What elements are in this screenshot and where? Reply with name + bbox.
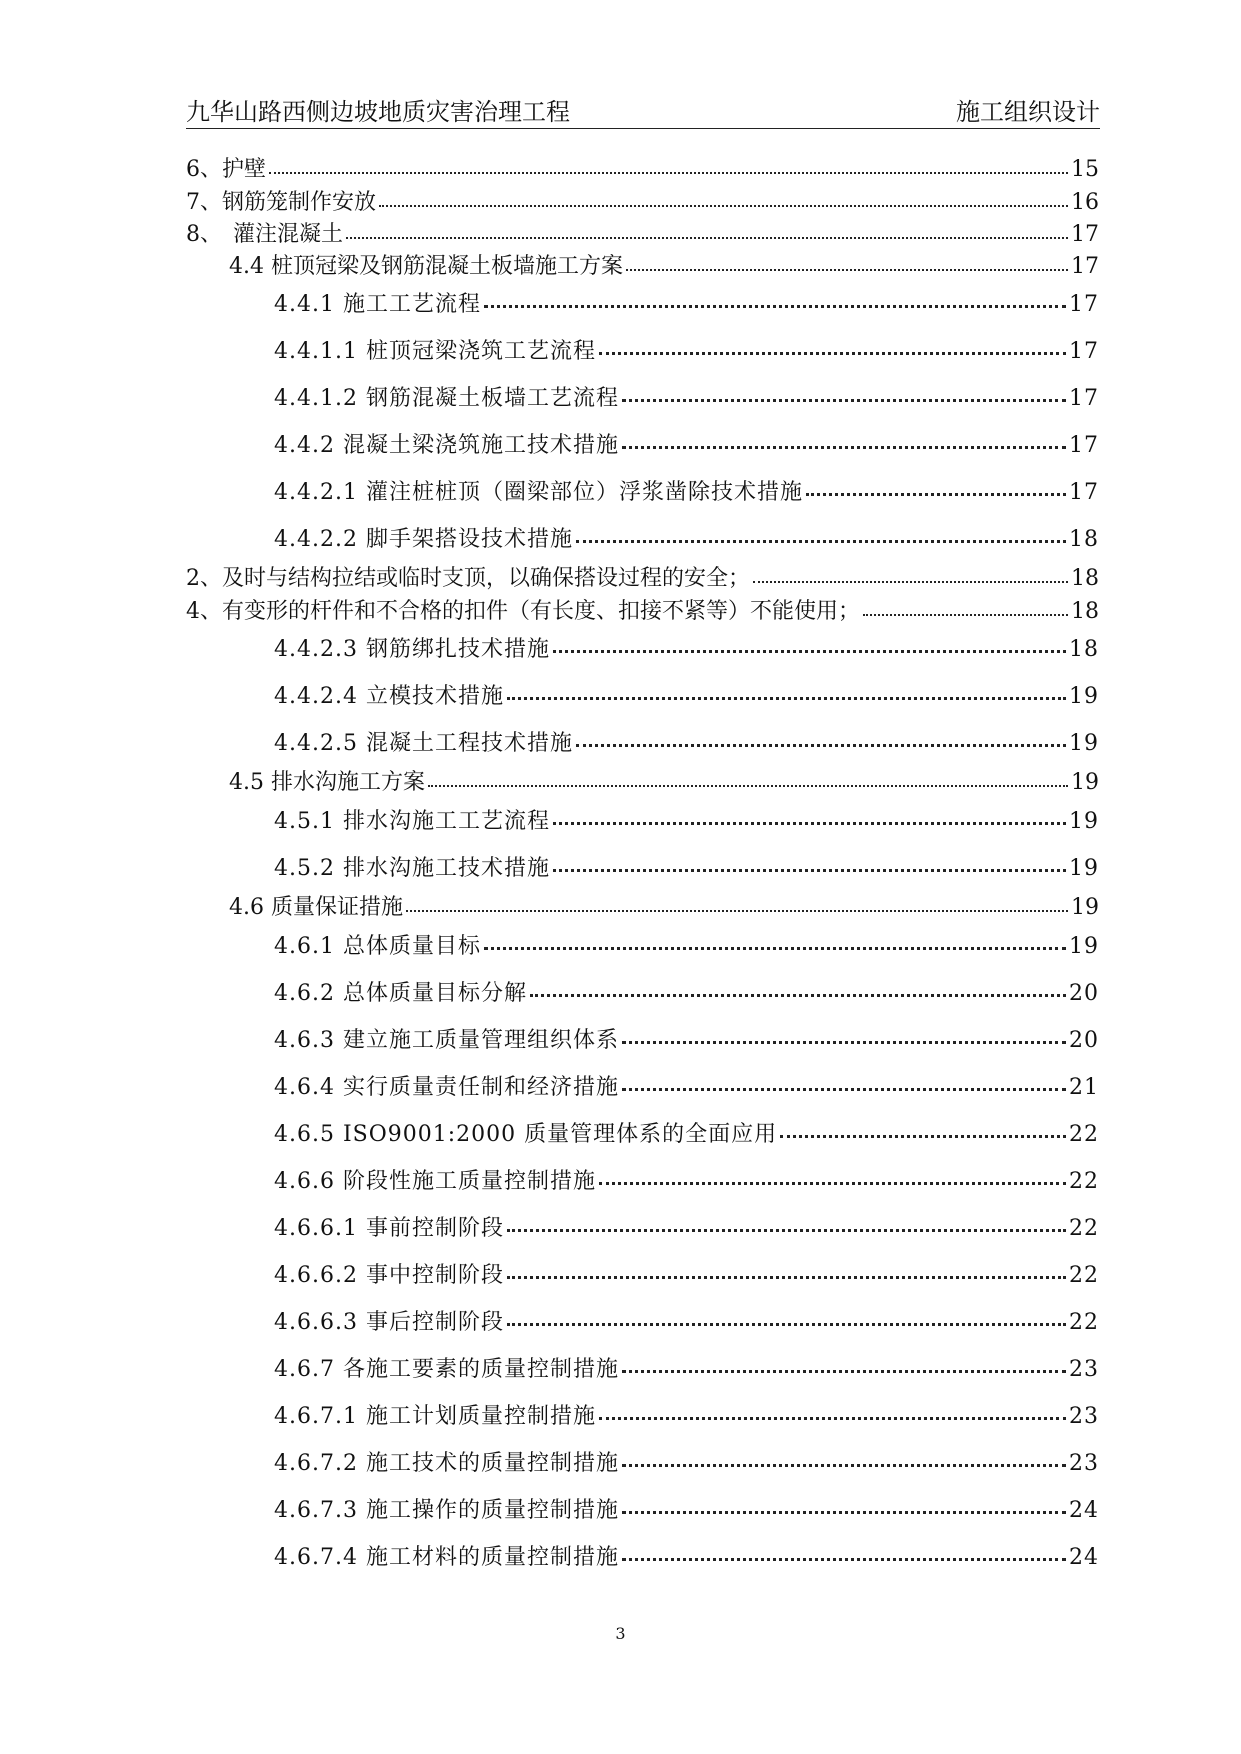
toc-entry[interactable]: 4.5.1 排水沟施工工艺流程 19: [274, 809, 1099, 834]
dot-leader: [507, 1271, 1066, 1279]
dot-leader: [576, 535, 1066, 543]
toc-entry[interactable]: 4.4.1.1 桩顶冠梁浇筑工艺流程 17: [274, 339, 1099, 364]
dot-leader: [622, 1506, 1066, 1514]
dot-leader: [806, 488, 1066, 496]
toc-entry[interactable]: 6、护壁 15: [186, 157, 1099, 182]
dot-leader: [507, 692, 1066, 700]
dot-leader: [599, 347, 1066, 355]
page-header: [186, 88, 1100, 129]
dot-leader: [553, 645, 1066, 653]
toc-entry[interactable]: 4.6.7.1 施工计划质量控制措施 23: [274, 1404, 1099, 1429]
dot-leader: [507, 1224, 1066, 1232]
toc-entry[interactable]: 4.6.3 建立施工质量管理组织体系 20: [274, 1028, 1099, 1053]
toc-entry[interactable]: 8、 灌注混凝土 17: [186, 222, 1099, 247]
toc-entry[interactable]: 4.4.2 混凝土梁浇筑施工技术措施 17: [274, 433, 1099, 458]
dot-leader: [484, 300, 1066, 308]
toc-entry[interactable]: 4.4.1 施工工艺流程 17: [274, 292, 1099, 317]
toc-entry[interactable]: 4.6.7.3 施工操作的质量控制措施 24: [274, 1498, 1099, 1523]
toc-entry[interactable]: 4.6.7.2 施工技术的质量控制措施 23: [274, 1451, 1099, 1476]
toc-entry[interactable]: 4.6 质量保证措施 19: [229, 895, 1099, 920]
document-type: 施工组织设计: [956, 98, 1100, 126]
toc-entry[interactable]: 4.6.7 各施工要素的质量控制措施 23: [274, 1357, 1099, 1382]
dot-leader: [622, 441, 1066, 449]
dot-leader: [622, 1459, 1066, 1467]
toc-entry[interactable]: 4.5 排水沟施工方案 19: [229, 770, 1099, 795]
toc-entry[interactable]: 4.4.2.3 钢筋绑扎技术措施 18: [274, 637, 1099, 662]
toc-entry[interactable]: 2、及时与结构拉结或临时支顶，以确保搭设过程的安全； 18: [186, 566, 1099, 591]
dot-leader: [553, 864, 1066, 872]
dot-leader: [780, 1130, 1066, 1138]
toc-entry[interactable]: 4.6.5 ISO9001:2000 质量管理体系的全面应用 22: [274, 1122, 1099, 1147]
dot-leader: [346, 231, 1068, 239]
dot-leader: [406, 904, 1068, 912]
dot-leader: [753, 575, 1068, 583]
toc-entry[interactable]: 4.6.6.1 事前控制阶段 22: [274, 1216, 1099, 1241]
dot-leader: [379, 199, 1068, 207]
dot-leader: [622, 394, 1066, 402]
toc-entry[interactable]: 4.4.2.4 立模技术措施 19: [274, 684, 1099, 709]
toc-entry[interactable]: 4.6.4 实行质量责任制和经济措施 21: [274, 1075, 1099, 1100]
toc-entry[interactable]: 4.6.2 总体质量目标分解 20: [274, 981, 1099, 1006]
toc-entry[interactable]: 4、有变形的杆件和不合格的扣件（有长度、扣接不紧等）不能使用； 18: [186, 599, 1099, 624]
toc-entry[interactable]: 4.4.1.2 钢筋混凝土板墙工艺流程 17: [274, 386, 1099, 411]
toc-entry[interactable]: 4.5.2 排水沟施工技术措施 19: [274, 856, 1099, 881]
page-number: 3: [615, 1624, 626, 1643]
toc-entry[interactable]: 4.6.1 总体质量目标 19: [274, 934, 1099, 959]
dot-leader: [622, 1553, 1066, 1561]
dot-leader: [553, 817, 1066, 825]
dot-leader: [599, 1412, 1066, 1420]
toc-entry[interactable]: 4.4 桩顶冠梁及钢筋混凝土板墙施工方案 17: [229, 254, 1099, 279]
dot-leader: [576, 739, 1066, 747]
dot-leader: [622, 1083, 1066, 1091]
project-title: 九华山路西侧边坡地质灾害治理工程: [186, 98, 570, 126]
dot-leader: [484, 942, 1066, 950]
dot-leader: [626, 263, 1068, 271]
toc-entry[interactable]: 4.6.6 阶段性施工质量控制措施 22: [274, 1169, 1099, 1194]
toc-entry[interactable]: 4.6.6.3 事后控制阶段 22: [274, 1310, 1099, 1335]
dot-leader: [622, 1365, 1066, 1373]
toc-entry[interactable]: 4.6.6.2 事中控制阶段 22: [274, 1263, 1099, 1288]
dot-leader: [530, 989, 1066, 997]
toc-entry[interactable]: 4.4.2.5 混凝土工程技术措施 19: [274, 731, 1099, 756]
dot-leader: [507, 1318, 1066, 1326]
dot-leader: [599, 1177, 1066, 1185]
toc-entry[interactable]: 4.4.2.2 脚手架搭设技术措施 18: [274, 527, 1099, 552]
dot-leader: [863, 608, 1068, 616]
dot-leader: [622, 1036, 1066, 1044]
dot-leader: [269, 166, 1068, 174]
dot-leader: [428, 779, 1068, 787]
toc-entry[interactable]: 4.6.7.4 施工材料的质量控制措施 24: [274, 1545, 1099, 1570]
toc-entry[interactable]: 7、钢筋笼制作安放 16: [186, 190, 1099, 215]
toc-entry[interactable]: 4.4.2.1 灌注桩桩顶（圈梁部位）浮浆凿除技术措施 17: [274, 480, 1099, 505]
